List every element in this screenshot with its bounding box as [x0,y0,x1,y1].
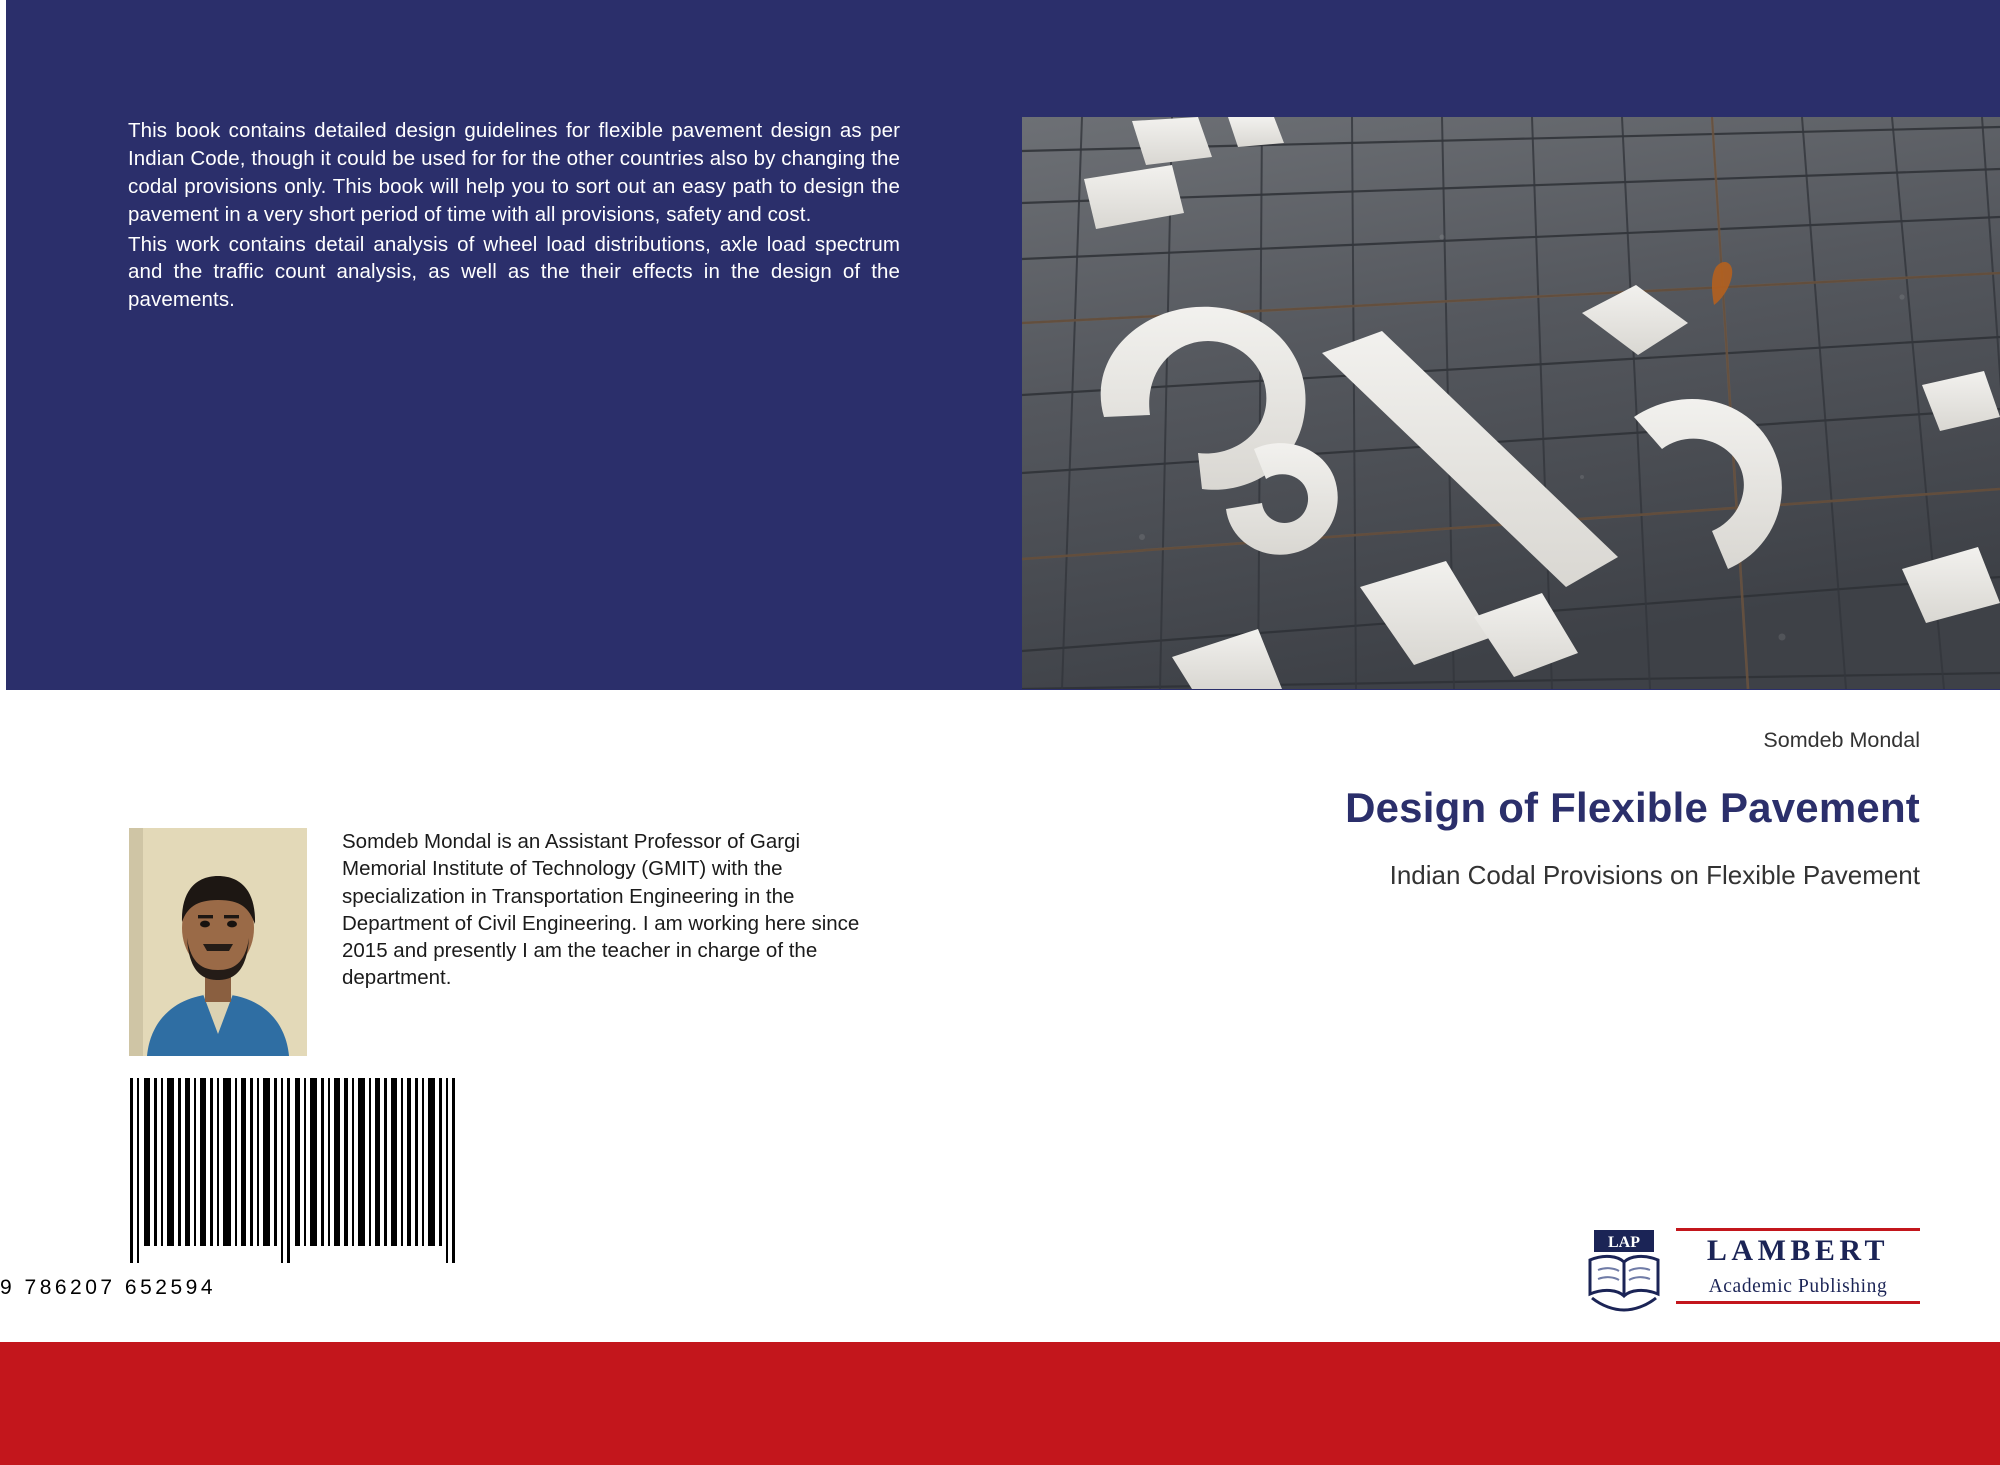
isbn-barcode [126,1078,462,1298]
left-margin-strip [0,0,6,690]
front-cover-subtitle: Indian Codal Provisions on Flexible Pavement [1389,860,1920,890]
author-portrait-illustration [129,828,307,1056]
publisher-name: LAMBERT [1706,1234,1890,1267]
publisher-wordmark [1676,1228,1920,1304]
barcode-bars [126,1078,462,1263]
blurb-paragraph-2: This work contains detail analysis of wheel load distributions, axle load spectrum and the traffic count analysis, as well as the their effects in the design of the pavements. [128,232,900,312]
publisher-rule-bottom [1676,1301,1920,1304]
bottom-red-band [0,1342,2000,1465]
author-bio: Somdeb Mondal is an Assistant Professor of Gargi Memorial Institute of Technology (GMIT) with the specialization in Transportation Engineering in the Department of Civil Engineering. I am working here since 2015 and presently I am the teacher in charge of the department. [342,830,860,990]
front-cover-author: Somdeb Mondal [1763,728,1920,752]
publisher-logo [1580,1222,1920,1318]
author-photo [129,828,307,1056]
lap-book-icon [1580,1226,1668,1314]
cover-photo [1022,117,2000,689]
svg-text:LAP: LAP [1608,1234,1640,1251]
isbn-digits: 9 786207 652594 [0,1276,216,1299]
page-title: Design of Flexible Pavement [1345,784,1920,831]
blurb-paragraph-1: This book contains detailed design guidelines for flexible pavement design as per Indian Code, though it could be used for for the other countries also by changing the codal provisions only. This book will help you to sort out an easy path to design the pavement in a very short period of time with all provisions, safety and cost. [128,119,900,226]
publisher-tagline: Academic Publishing [1708,1275,1888,1297]
pavement-photo-illustration [1022,117,2000,689]
back-cover-blurb [128,117,900,314]
